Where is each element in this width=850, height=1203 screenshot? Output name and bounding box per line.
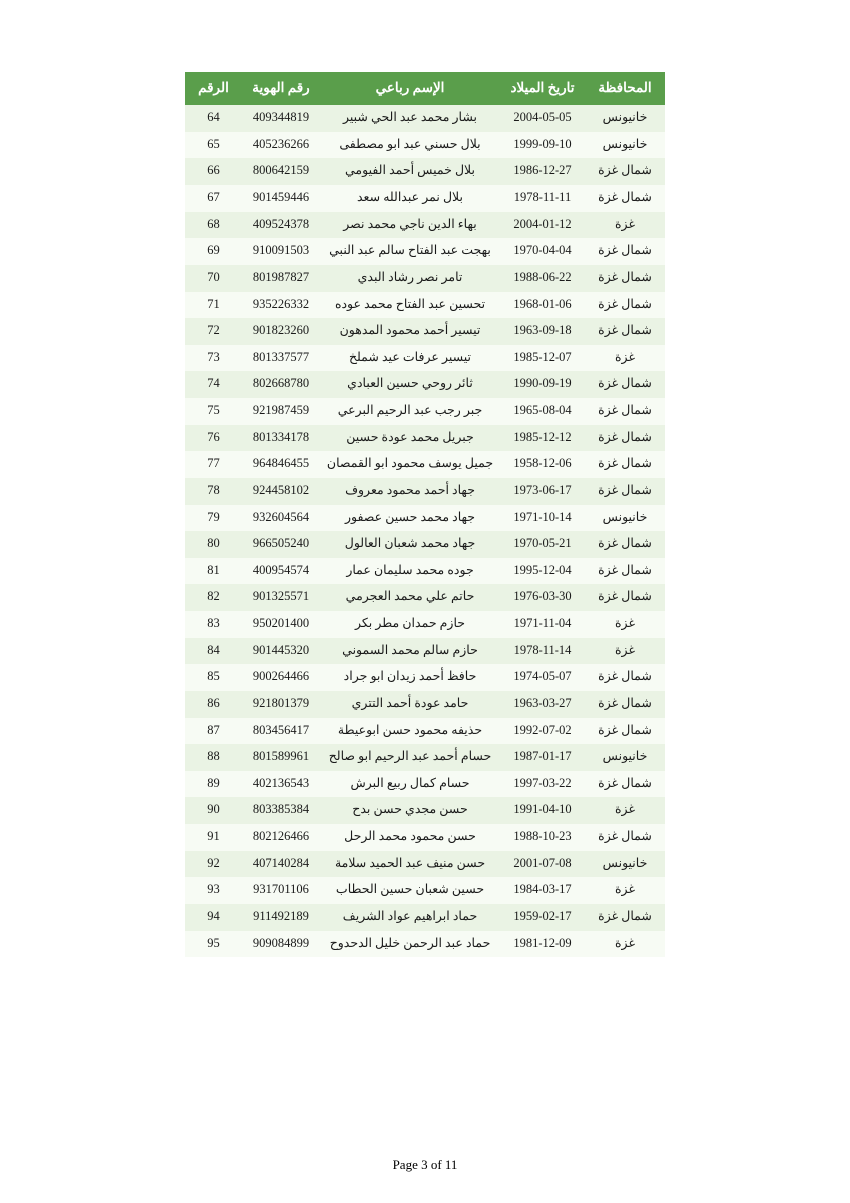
cell-birthdate: 1970-05-21 xyxy=(500,531,585,558)
cell-id: 800642159 xyxy=(242,158,320,185)
cell-number: 69 xyxy=(185,238,242,265)
cell-name: حامد عودة أحمد التتري xyxy=(320,691,500,718)
cell-governorate: شمال غزة xyxy=(585,185,665,212)
table-row xyxy=(185,584,665,611)
cell-id: 931701106 xyxy=(242,877,320,904)
cell-number: 91 xyxy=(185,824,242,851)
column-header-id: رقم الهوية xyxy=(242,72,320,105)
cell-birthdate: 1997-03-22 xyxy=(500,771,585,798)
cell-number: 85 xyxy=(185,664,242,691)
cell-name: حسن منيف عبد الحميد سلامة xyxy=(320,851,500,878)
table-header-row xyxy=(185,72,665,105)
cell-name: جميل يوسف محمود ابو القمصان xyxy=(320,451,500,478)
cell-name: تامر نصر رشاد البدي xyxy=(320,265,500,292)
cell-governorate: خانيونس xyxy=(585,505,665,532)
cell-governorate: شمال غزة xyxy=(585,238,665,265)
cell-name: حازم حمدان مطر بكر xyxy=(320,611,500,638)
cell-id: 901445320 xyxy=(242,638,320,665)
cell-governorate: شمال غزة xyxy=(585,558,665,585)
cell-governorate: غزة xyxy=(585,611,665,638)
cell-birthdate: 1985-12-07 xyxy=(500,345,585,372)
cell-birthdate: 1986-12-27 xyxy=(500,158,585,185)
cell-name: جبريل محمد عودة حسين xyxy=(320,425,500,452)
cell-name: بلال خميس أحمد الفيومي xyxy=(320,158,500,185)
cell-governorate: غزة xyxy=(585,212,665,239)
cell-governorate: شمال غزة xyxy=(585,824,665,851)
cell-id: 801337577 xyxy=(242,345,320,372)
cell-id: 802668780 xyxy=(242,371,320,398)
cell-birthdate: 1981-12-09 xyxy=(500,931,585,958)
table-row xyxy=(185,531,665,558)
table-row xyxy=(185,132,665,159)
cell-name: بشار محمد عبد الحي شبير xyxy=(320,105,500,132)
cell-governorate: خانيونس xyxy=(585,132,665,159)
cell-birthdate: 1984-03-17 xyxy=(500,877,585,904)
cell-number: 77 xyxy=(185,451,242,478)
cell-birthdate: 1973-06-17 xyxy=(500,478,585,505)
cell-name: تحسين عبد الفتاح محمد عوده xyxy=(320,292,500,319)
table-row xyxy=(185,824,665,851)
table-row xyxy=(185,451,665,478)
table-row xyxy=(185,611,665,638)
cell-name: بهجت عبد الفتاح سالم عبد النبي xyxy=(320,238,500,265)
cell-governorate: شمال غزة xyxy=(585,718,665,745)
page-footer: Page 3 of 11 xyxy=(392,1157,458,1172)
cell-id: 400954574 xyxy=(242,558,320,585)
cell-name: حماد عبد الرحمن خليل الدحدوح xyxy=(320,931,500,958)
cell-number: 73 xyxy=(185,345,242,372)
column-header-number: الرقم xyxy=(185,72,242,105)
cell-number: 64 xyxy=(185,105,242,132)
cell-number: 84 xyxy=(185,638,242,665)
cell-number: 83 xyxy=(185,611,242,638)
cell-number: 90 xyxy=(185,797,242,824)
table-row xyxy=(185,851,665,878)
cell-id: 407140284 xyxy=(242,851,320,878)
cell-number: 71 xyxy=(185,292,242,319)
cell-name: بهاء الدين ناجي محمد نصر xyxy=(320,212,500,239)
cell-governorate: غزة xyxy=(585,877,665,904)
table-row xyxy=(185,212,665,239)
cell-birthdate: 2004-05-05 xyxy=(500,105,585,132)
cell-number: 81 xyxy=(185,558,242,585)
cell-name: ثائر روحي حسين العبادي xyxy=(320,371,500,398)
cell-id: 803456417 xyxy=(242,718,320,745)
cell-birthdate: 1970-04-04 xyxy=(500,238,585,265)
cell-name: حذيفه محمود حسن ابوعيطة xyxy=(320,718,500,745)
cell-name: حماد ابراهيم عواد الشريف xyxy=(320,904,500,931)
cell-number: 94 xyxy=(185,904,242,931)
cell-number: 82 xyxy=(185,584,242,611)
cell-birthdate: 1971-11-04 xyxy=(500,611,585,638)
cell-number: 80 xyxy=(185,531,242,558)
roster-table-container xyxy=(185,72,665,957)
cell-birthdate: 1985-12-12 xyxy=(500,425,585,452)
cell-birthdate: 1978-11-11 xyxy=(500,185,585,212)
cell-number: 95 xyxy=(185,931,242,958)
cell-name: بلال حسني عبد ابو مصطفى xyxy=(320,132,500,159)
table-body xyxy=(185,105,665,957)
cell-id: 911492189 xyxy=(242,904,320,931)
cell-name: بلال نمر عبدالله سعد xyxy=(320,185,500,212)
table-row xyxy=(185,877,665,904)
cell-governorate: غزة xyxy=(585,931,665,958)
cell-id: 909084899 xyxy=(242,931,320,958)
cell-id: 405236266 xyxy=(242,132,320,159)
table-header xyxy=(185,72,665,105)
cell-name: حازم سالم محمد السموني xyxy=(320,638,500,665)
table-row xyxy=(185,265,665,292)
cell-name: جهاد محمد حسين عصفور xyxy=(320,505,500,532)
cell-governorate: شمال غزة xyxy=(585,292,665,319)
table-row xyxy=(185,238,665,265)
cell-name: جهاد محمد شعبان العالول xyxy=(320,531,500,558)
cell-birthdate: 1959-02-17 xyxy=(500,904,585,931)
table-row xyxy=(185,398,665,425)
cell-name: حافظ أحمد زيدان ابو جراد xyxy=(320,664,500,691)
cell-governorate: شمال غزة xyxy=(585,904,665,931)
cell-birthdate: 1992-07-02 xyxy=(500,718,585,745)
cell-name: جبر رجب عبد الرحيم البرعي xyxy=(320,398,500,425)
cell-governorate: خانيونس xyxy=(585,851,665,878)
cell-birthdate: 1974-05-07 xyxy=(500,664,585,691)
cell-birthdate: 1963-03-27 xyxy=(500,691,585,718)
cell-birthdate: 2001-07-08 xyxy=(500,851,585,878)
cell-governorate: شمال غزة xyxy=(585,398,665,425)
cell-governorate: خانيونس xyxy=(585,105,665,132)
cell-id: 966505240 xyxy=(242,531,320,558)
cell-number: 68 xyxy=(185,212,242,239)
table-row xyxy=(185,425,665,452)
cell-id: 801334178 xyxy=(242,425,320,452)
cell-number: 87 xyxy=(185,718,242,745)
table-row xyxy=(185,478,665,505)
cell-birthdate: 1965-08-04 xyxy=(500,398,585,425)
table-row xyxy=(185,185,665,212)
cell-governorate: شمال غزة xyxy=(585,265,665,292)
cell-governorate: شمال غزة xyxy=(585,478,665,505)
cell-id: 935226332 xyxy=(242,292,320,319)
cell-number: 79 xyxy=(185,505,242,532)
table-row xyxy=(185,105,665,132)
cell-number: 72 xyxy=(185,318,242,345)
cell-governorate: شمال غزة xyxy=(585,318,665,345)
cell-name: تيسير أحمد محمود المدهون xyxy=(320,318,500,345)
cell-name: حسام أحمد عبد الرحيم ابو صالح xyxy=(320,744,500,771)
table-row xyxy=(185,931,665,958)
roster-table xyxy=(185,72,665,957)
cell-name: جهاد أحمد محمود معروف xyxy=(320,478,500,505)
cell-number: 74 xyxy=(185,371,242,398)
cell-number: 66 xyxy=(185,158,242,185)
cell-name: جوده محمد سليمان عمار xyxy=(320,558,500,585)
cell-number: 93 xyxy=(185,877,242,904)
cell-id: 910091503 xyxy=(242,238,320,265)
cell-birthdate: 2004-01-12 xyxy=(500,212,585,239)
cell-governorate: شمال غزة xyxy=(585,531,665,558)
cell-id: 409524378 xyxy=(242,212,320,239)
cell-birthdate: 1963-09-18 xyxy=(500,318,585,345)
table-row xyxy=(185,718,665,745)
column-header-name: الإسم رباعي xyxy=(320,72,500,105)
cell-birthdate: 1988-06-22 xyxy=(500,265,585,292)
cell-id: 901325571 xyxy=(242,584,320,611)
cell-number: 88 xyxy=(185,744,242,771)
cell-id: 924458102 xyxy=(242,478,320,505)
cell-number: 92 xyxy=(185,851,242,878)
cell-name: حسام كمال ربيع البرش xyxy=(320,771,500,798)
cell-id: 950201400 xyxy=(242,611,320,638)
table-row xyxy=(185,638,665,665)
cell-name: حسن محمود محمد الرحل xyxy=(320,824,500,851)
cell-name: تيسير عرفات عيد شملخ xyxy=(320,345,500,372)
table-row xyxy=(185,158,665,185)
cell-id: 409344819 xyxy=(242,105,320,132)
table-row xyxy=(185,318,665,345)
table-row xyxy=(185,664,665,691)
cell-id: 803385384 xyxy=(242,797,320,824)
cell-governorate: شمال غزة xyxy=(585,691,665,718)
table-row xyxy=(185,505,665,532)
cell-birthdate: 1968-01-06 xyxy=(500,292,585,319)
cell-governorate: شمال غزة xyxy=(585,425,665,452)
cell-number: 70 xyxy=(185,265,242,292)
cell-governorate: غزة xyxy=(585,797,665,824)
column-header-governorate: المحافظة xyxy=(585,72,665,105)
cell-governorate: خانيونس xyxy=(585,744,665,771)
cell-governorate: شمال غزة xyxy=(585,158,665,185)
table-row xyxy=(185,558,665,585)
cell-number: 75 xyxy=(185,398,242,425)
table-row xyxy=(185,771,665,798)
column-header-birthdate: تاريخ الميلاد xyxy=(500,72,585,105)
table-row xyxy=(185,371,665,398)
cell-number: 76 xyxy=(185,425,242,452)
cell-number: 86 xyxy=(185,691,242,718)
cell-number: 65 xyxy=(185,132,242,159)
cell-birthdate: 1958-12-06 xyxy=(500,451,585,478)
cell-id: 900264466 xyxy=(242,664,320,691)
cell-birthdate: 1990-09-19 xyxy=(500,371,585,398)
cell-governorate: شمال غزة xyxy=(585,371,665,398)
cell-birthdate: 1987-01-17 xyxy=(500,744,585,771)
cell-number: 78 xyxy=(185,478,242,505)
cell-id: 921801379 xyxy=(242,691,320,718)
cell-governorate: شمال غزة xyxy=(585,664,665,691)
cell-id: 402136543 xyxy=(242,771,320,798)
cell-governorate: غزة xyxy=(585,345,665,372)
cell-birthdate: 1978-11-14 xyxy=(500,638,585,665)
cell-birthdate: 1988-10-23 xyxy=(500,824,585,851)
cell-id: 801589961 xyxy=(242,744,320,771)
cell-governorate: شمال غزة xyxy=(585,451,665,478)
cell-birthdate: 1991-04-10 xyxy=(500,797,585,824)
table-row xyxy=(185,744,665,771)
cell-birthdate: 1971-10-14 xyxy=(500,505,585,532)
cell-governorate: شمال غزة xyxy=(585,584,665,611)
table-row xyxy=(185,345,665,372)
cell-id: 801987827 xyxy=(242,265,320,292)
table-row xyxy=(185,797,665,824)
cell-name: حسن مجدي حسن بدح xyxy=(320,797,500,824)
cell-governorate: غزة xyxy=(585,638,665,665)
cell-id: 921987459 xyxy=(242,398,320,425)
cell-id: 964846455 xyxy=(242,451,320,478)
cell-name: حسين شعبان حسين الحطاب xyxy=(320,877,500,904)
cell-id: 901823260 xyxy=(242,318,320,345)
table-row xyxy=(185,292,665,319)
cell-birthdate: 1999-09-10 xyxy=(500,132,585,159)
cell-birthdate: 1976-03-30 xyxy=(500,584,585,611)
cell-id: 901459446 xyxy=(242,185,320,212)
cell-id: 802126466 xyxy=(242,824,320,851)
table-row xyxy=(185,904,665,931)
cell-number: 89 xyxy=(185,771,242,798)
cell-birthdate: 1995-12-04 xyxy=(500,558,585,585)
cell-number: 67 xyxy=(185,185,242,212)
cell-governorate: شمال غزة xyxy=(585,771,665,798)
table-row xyxy=(185,691,665,718)
cell-id: 932604564 xyxy=(242,505,320,532)
cell-name: حاتم علي محمد العجرمي xyxy=(320,584,500,611)
